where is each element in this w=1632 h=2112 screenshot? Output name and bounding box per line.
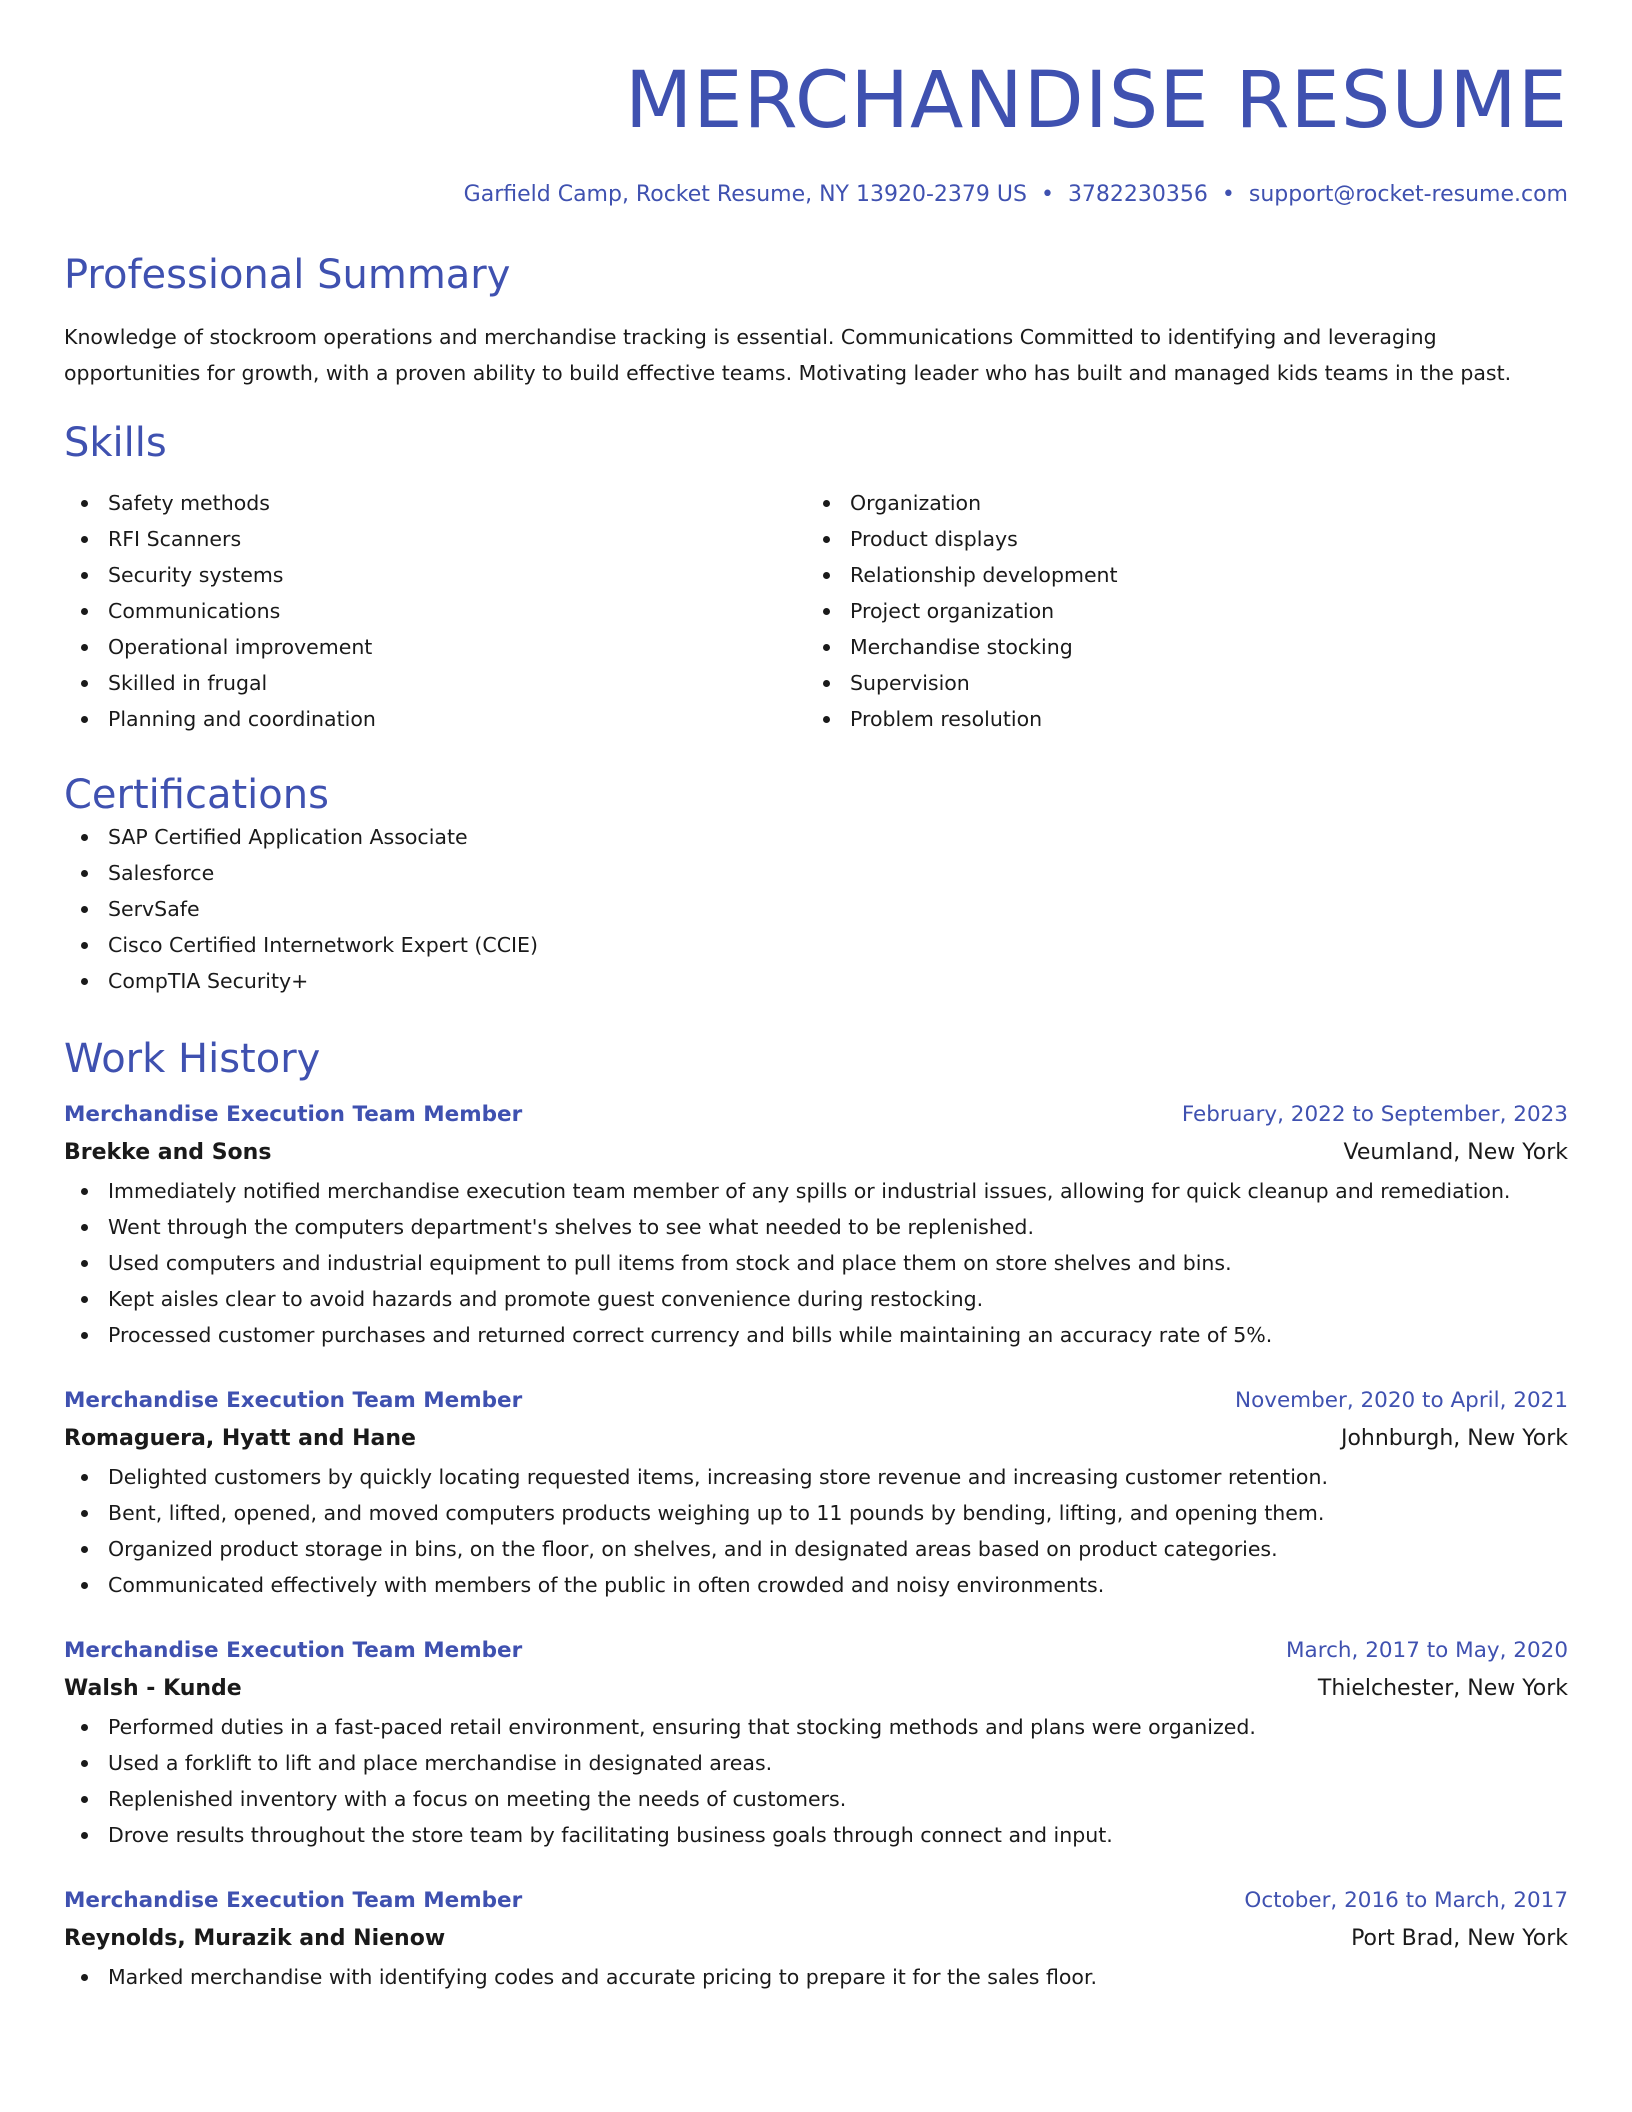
contact-address: Garfield Camp, Rocket Resume, NY 13920-2379 US [463,182,1027,207]
job-header-row [64,1633,1568,1669]
job-header-row [64,1383,1568,1419]
job-bullets [64,1709,1568,1853]
job-bullet: Performed duties in a fast-paced retail environment, ensuring that stocking methods and plans were organized. [64,1709,1568,1745]
certifications-heading: Certifications [64,772,329,818]
job-bullets [64,1459,1568,1603]
job-entry [64,1383,1568,1603]
skill-item: Relationship development [806,557,1548,593]
job-dates: February, 2022 to September, 2023 [1181,1102,1568,1127]
skill-item: Merchandise stocking [806,629,1548,665]
skill-item: Security systems [64,557,806,593]
certifications-list [64,819,1568,999]
work-history-heading: Work History [64,1036,321,1082]
skill-item: RFI Scanners [64,521,806,557]
job-entry [64,1883,1568,1995]
job-dates: March, 2017 to May, 2020 [1285,1638,1568,1663]
summary-text: Knowledge of stockroom operations and merchandise tracking is essential. Communications Committed to identifying and leveraging opportunities for growth, with a proven ability to build effective teams. Motivating leader who has built and managed kids teams in the past. [64,325,1512,385]
skill-item: Planning and coordination [64,701,806,737]
job-bullet: Delighted customers by quickly locating requested items, increasing store revenue and increasing customer retention. [64,1459,1568,1495]
job-bullet: Marked merchandise with identifying codes and accurate pricing to prepare it for the sales floor. [64,1959,1568,1995]
summary-heading: Professional Summary [64,252,511,298]
contact-email: support@rocket-resume.com [1248,182,1568,207]
job-location: Port Brad, New York [1351,1926,1568,1951]
certification-item: CompTIA Security+ [64,963,1568,999]
job-bullet: Drove results throughout the store team by facilitating business goals through connect and input. [64,1817,1568,1853]
job-dates: November, 2020 to April, 2021 [1234,1388,1568,1413]
skill-item: Project organization [806,593,1548,629]
job-company: Brekke and Sons [64,1140,272,1165]
job-company: Walsh - Kunde [64,1676,242,1701]
skills-right-list [806,485,1548,737]
resume-name: MERCHANDISE RESUME [624,56,1568,146]
job-bullet: Kept aisles clear to avoid hazards and promote guest convenience during restocking. [64,1281,1568,1317]
job-dates: October, 2016 to March, 2017 [1244,1888,1568,1913]
job-location: Veumland, New York [1343,1140,1568,1165]
job-bullet: Immediately notified merchandise execution team member of any spills or industrial issues, allowing for quick cleanup and remediation. [64,1173,1568,1209]
job-title: Merchandise Execution Team Member [64,1888,523,1913]
job-header-row [64,1097,1568,1133]
skill-item: Organization [806,485,1548,521]
skills-left-list [64,485,806,737]
job-bullet: Organized product storage in bins, on the floor, on shelves, and in designated areas based on product categories. [64,1531,1568,1567]
job-header-row [64,1883,1568,1919]
skill-item: Safety methods [64,485,806,521]
skill-item: Supervision [806,665,1548,701]
job-bullet: Replenished inventory with a focus on meeting the needs of customers. [64,1781,1568,1817]
job-location: Thielchester, New York [1317,1676,1568,1701]
skills-grid [64,485,1568,737]
job-location: Johnburgh, New York [1340,1426,1568,1451]
job-bullet: Communicated effectively with members of the public in often crowded and noisy environments. [64,1567,1568,1603]
job-title: Merchandise Execution Team Member [64,1102,523,1127]
job-bullets [64,1959,1568,1995]
certification-item: SAP Certified Application Associate [64,819,1568,855]
certification-item: Salesforce [64,855,1568,891]
job-company-row [64,1133,1568,1173]
job-company-row [64,1419,1568,1459]
job-title: Merchandise Execution Team Member [64,1638,523,1663]
job-company: Romaguera, Hyatt and Hane [64,1426,416,1451]
job-title: Merchandise Execution Team Member [64,1388,523,1413]
job-company: Reynolds, Murazik and Nienow [64,1926,446,1951]
job-company-row [64,1919,1568,1959]
skill-item: Communications [64,593,806,629]
contact-separator: • [1221,182,1235,207]
skill-item: Problem resolution [806,701,1548,737]
contact-phone: 3782230356 [1067,182,1208,207]
job-bullet: Bent, lifted, opened, and moved computers products weighing up to 11 pounds by bending, lifting, and opening them. [64,1495,1568,1531]
contact-separator: • [1040,182,1054,207]
skill-item: Skilled in frugal [64,665,806,701]
job-entry [64,1633,1568,1853]
skill-item: Operational improvement [64,629,806,665]
job-bullet: Processed customer purchases and returned correct currency and bills while maintaining an accuracy rate of 5%. [64,1317,1568,1353]
job-bullet: Used computers and industrial equipment to pull items from stock and place them on store shelves and bins. [64,1245,1568,1281]
skills-heading: Skills [64,420,167,466]
contact-line [64,182,1568,207]
job-bullet: Used a forklift to lift and place merchandise in designated areas. [64,1745,1568,1781]
job-bullets [64,1173,1568,1353]
job-entry [64,1097,1568,1353]
certification-item: ServSafe [64,891,1568,927]
skill-item: Product displays [806,521,1548,557]
job-bullet: Went through the computers department's shelves to see what needed to be replenished. [64,1209,1568,1245]
job-company-row [64,1669,1568,1709]
certification-item: Cisco Certified Internetwork Expert (CCIE) [64,927,1568,963]
